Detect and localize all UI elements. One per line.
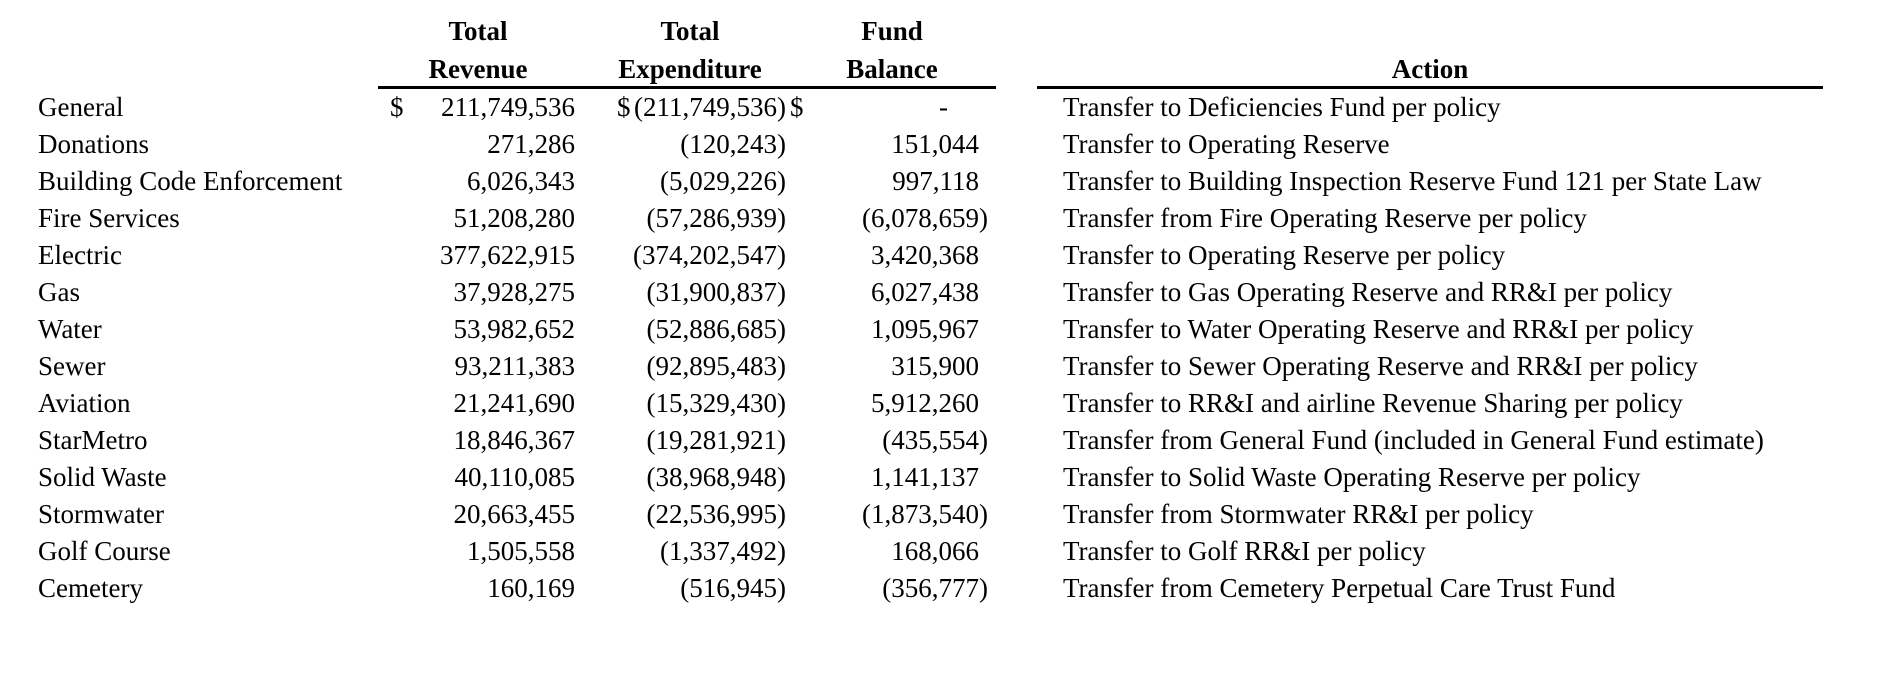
expenditure-amount: (1,337,492) [660,536,786,566]
balance-amount: (6,078,659) [862,203,988,233]
revenue-cell [378,161,578,198]
expenditure-amount: (15,329,430) [646,388,786,418]
spacer-cell [996,420,1037,457]
table-row [0,161,1823,198]
expenditure-cell [592,531,788,568]
spacer-cell [996,457,1037,494]
col-header-balance-line2: Balance [788,48,996,87]
expenditure-cell [592,87,788,124]
revenue-amount: 21,241,690 [453,388,575,418]
spacer-cell [578,568,592,605]
balance-cell [788,309,996,346]
expenditure-cell [592,198,788,235]
action-text: Transfer from Stormwater RR&I per policy [1063,499,1534,529]
col-header-balance-line1: Fund [861,16,923,46]
spacer-cell [578,420,592,457]
action-text: Transfer from Cemetery Perpetual Care Trust Fund [1063,573,1616,603]
fund-name: Stormwater [38,499,164,529]
spacer-cell [996,10,1037,48]
col-header-revenue-line2: Revenue [378,48,578,87]
table-row [0,198,1823,235]
expenditure-amount: (57,286,939) [646,203,786,233]
revenue-amount: 37,928,275 [453,277,575,307]
col-header-expenditure-line1: Total [660,16,720,46]
balance-cell [788,124,996,161]
expenditure-amount: (31,900,837) [646,277,786,307]
expenditure-cell [592,346,788,383]
revenue-amount: 93,211,383 [454,351,575,381]
spacer-cell [996,124,1037,161]
action-text: Transfer to Golf RR&I per policy [1063,536,1426,566]
spacer-cell [996,309,1037,346]
fund-name: Sewer [38,351,106,381]
expenditure-cell [592,494,788,531]
revenue-cell [378,494,578,531]
fund-name: Cemetery [38,573,143,603]
action-text: Transfer to RR&I and airline Revenue Sharing per policy [1063,388,1683,418]
expenditure-amount: (211,749,536) [634,92,786,122]
expenditure-cell [592,161,788,198]
balance-cell [788,272,996,309]
fund-name: Water [38,314,102,344]
balance-amount: 168,066 [891,536,979,566]
table-row [0,272,1823,309]
spacer-cell [996,346,1037,383]
action-text: Transfer to Operating Reserve [1063,129,1390,159]
balance-amount: 997,118 [892,166,979,196]
action-text: Transfer to Operating Reserve per policy [1063,240,1506,270]
fund-name: Gas [38,277,80,307]
table-row [0,531,1823,568]
balance-cell [788,87,996,124]
spacer-cell [578,235,592,272]
expenditure-amount: (92,895,483) [646,351,786,381]
revenue-cell [378,346,578,383]
revenue-amount: 18,846,367 [453,425,575,455]
revenue-cell [378,87,578,124]
fund-name: Golf Course [38,536,171,566]
table-row [0,235,1823,272]
spacer-cell [578,10,592,48]
spacer-cell [996,48,1037,87]
revenue-cell [378,124,578,161]
balance-cell [788,494,996,531]
expenditure-amount: (374,202,547) [633,240,786,270]
table-row [0,568,1823,605]
table-row [0,87,1823,124]
balance-amount: 5,912,260 [871,388,979,418]
action-text: Transfer to Solid Waste Operating Reserve per policy [1063,462,1641,492]
revenue-amount: 1,505,558 [467,536,575,566]
expenditure-cell [592,309,788,346]
col-header-action: Action [1037,48,1823,87]
revenue-cell [378,420,578,457]
currency-symbol: $ [790,92,804,122]
spacer-cell [0,10,378,48]
expenditure-amount: (22,536,995) [646,499,786,529]
spacer-cell [1037,10,1823,48]
revenue-cell [378,272,578,309]
spacer-cell [996,272,1037,309]
revenue-amount: 271,286 [487,129,575,159]
balance-amount: (1,873,540) [862,499,988,529]
spacer-cell [996,568,1037,605]
balance-cell [788,568,996,605]
fund-name: Solid Waste [38,462,167,492]
action-text: Transfer to Gas Operating Reserve and RR&I per policy [1063,277,1673,307]
table-row [0,124,1823,161]
revenue-amount: 20,663,455 [453,499,575,529]
col-header-revenue-line1: Total [448,16,508,46]
table-row [0,309,1823,346]
revenue-amount: 211,749,536 [441,92,575,122]
balance-cell [788,346,996,383]
col-header-expenditure-line2: Expenditure [592,48,788,87]
balance-amount: 6,027,438 [871,277,979,307]
expenditure-cell [592,272,788,309]
spacer-cell [996,494,1037,531]
fund-summary-table [0,10,1823,605]
expenditure-amount: (516,945) [680,573,786,603]
balance-amount: (356,777) [882,573,988,603]
revenue-cell [378,531,578,568]
action-text: Transfer to Sewer Operating Reserve and RR&I per policy [1063,351,1698,381]
table-body [0,87,1823,605]
expenditure-amount: (5,029,226) [660,166,786,196]
table-row [0,346,1823,383]
balance-amount: - [939,92,948,122]
spacer-cell [996,161,1037,198]
revenue-cell [378,235,578,272]
revenue-amount: 6,026,343 [467,166,575,196]
balance-cell [788,383,996,420]
action-text: Transfer from General Fund (included in General Fund estimate) [1063,425,1764,455]
balance-cell [788,235,996,272]
spacer-cell [0,48,378,87]
revenue-amount: 160,169 [487,573,575,603]
fund-name: Fire Services [38,203,180,233]
balance-amount: (435,554) [882,425,988,455]
expenditure-amount: (120,243) [680,129,786,159]
expenditure-cell [592,235,788,272]
header-row-1 [0,10,1823,48]
action-text: Transfer from Fire Operating Reserve per policy [1063,203,1587,233]
spacer-cell [578,198,592,235]
fund-name: Electric [38,240,122,270]
action-text: Transfer to Building Inspection Reserve Fund 121 per State Law [1063,166,1762,196]
fund-name: Building Code Enforcement [38,166,343,196]
spacer-cell [996,235,1037,272]
currency-symbol: $ [390,92,404,122]
table-row [0,494,1823,531]
fund-name: Donations [38,129,149,159]
expenditure-amount: (38,968,948) [646,462,786,492]
fund-name: StarMetro [38,425,148,455]
expenditure-cell [592,124,788,161]
spacer-cell [578,531,592,568]
spacer-cell [996,87,1037,124]
header-row-2 [0,48,1823,87]
balance-amount: 1,095,967 [871,314,979,344]
spacer-cell [578,309,592,346]
expenditure-amount: (52,886,685) [646,314,786,344]
action-text: Transfer to Water Operating Reserve and RR&I per policy [1063,314,1694,344]
expenditure-amount: (19,281,921) [646,425,786,455]
revenue-cell [378,198,578,235]
spacer-cell [578,48,592,87]
revenue-cell [378,457,578,494]
balance-cell [788,161,996,198]
balance-cell [788,457,996,494]
spacer-cell [578,494,592,531]
spacer-cell [996,198,1037,235]
action-text: Transfer to Deficiencies Fund per policy [1063,92,1501,122]
balance-cell [788,531,996,568]
table-header [0,10,1823,87]
revenue-amount: 377,622,915 [440,240,575,270]
revenue-amount: 40,110,085 [454,462,575,492]
spacer-cell [578,346,592,383]
balance-amount: 3,420,368 [871,240,979,270]
expenditure-cell [592,568,788,605]
balance-cell [788,198,996,235]
spacer-cell [996,531,1037,568]
revenue-cell [378,383,578,420]
revenue-cell [378,309,578,346]
spacer-cell [578,124,592,161]
spacer-cell [578,161,592,198]
spacer-cell [578,457,592,494]
spacer-cell [578,383,592,420]
table-row [0,420,1823,457]
spacer-cell [996,383,1037,420]
revenue-cell [378,568,578,605]
balance-amount: 1,141,137 [871,462,979,492]
balance-amount: 151,044 [891,129,979,159]
revenue-amount: 51,208,280 [453,203,575,233]
expenditure-cell [592,383,788,420]
table-row [0,457,1823,494]
spacer-cell [578,87,592,124]
table-row [0,383,1823,420]
currency-symbol: $ [617,92,631,122]
expenditure-cell [592,420,788,457]
balance-cell [788,420,996,457]
revenue-amount: 53,982,652 [453,314,575,344]
spacer-cell [578,272,592,309]
expenditure-cell [592,457,788,494]
fund-name: General [38,92,124,122]
fund-name: Aviation [38,388,131,418]
balance-amount: 315,900 [891,351,979,381]
